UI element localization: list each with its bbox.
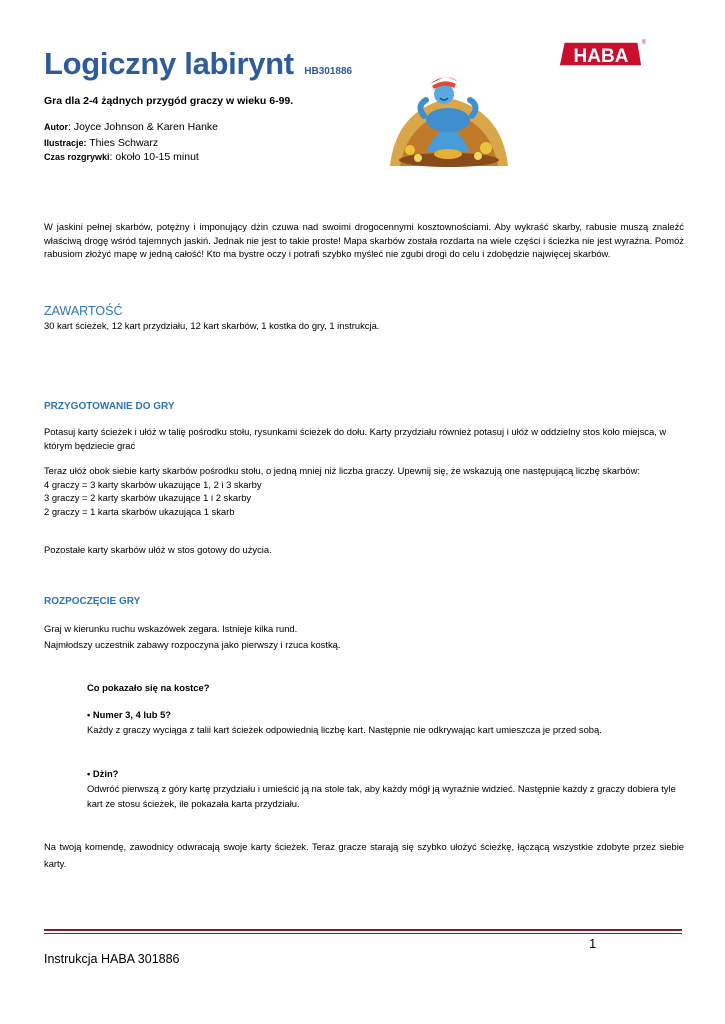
dice-question: Co pokazało się na kostce? xyxy=(87,682,210,693)
case-genie-text: Odwróć pierwszą z góry kartę przydziału i umieścić ją na stole tak, aby każdy mógł ją wyraźnie widzieć. Następnie każdy z graczy dobiera tyle kart ze stosu ścieżek, ile pokazała karta przydziału. xyxy=(87,783,676,809)
illustrations-value: Thies Schwarz xyxy=(86,137,159,149)
subtitle: Gra dla 2-4 żądnych przygód graczy w wieku 6-99. xyxy=(44,95,294,107)
start-paragraph xyxy=(44,621,684,653)
illustrations-line xyxy=(44,137,158,149)
start-line-1: Graj w kierunku ruchu wskazówek zegara. Istnieje kilka rund. xyxy=(44,623,298,634)
setup-line: Teraz ułóż obok siebie karty skarbów pośrodku stołu, o jedną mniej niż liczba graczy. Upewnij się, że wskazują one następującą liczbę skarbów: xyxy=(44,465,640,476)
author-line xyxy=(44,121,218,133)
footer-text: Instrukcja HABA 301886 xyxy=(44,952,180,966)
case-numbers xyxy=(87,707,687,737)
setup-heading: PRZYGOTOWANIE DO GRY xyxy=(44,401,175,412)
setup-line: 4 graczy = 3 karty skarbów ukazujące 1, 2 i 3 skarby xyxy=(44,478,262,490)
author-value: : Joyce Johnson & Karen Hanke xyxy=(68,121,219,133)
genie-illustration xyxy=(386,70,512,170)
page-number: 1 xyxy=(589,936,597,951)
page-title: Logiczny labirynt xyxy=(44,46,294,81)
case-genie-title: • Dżin? xyxy=(87,768,119,779)
logo-text: HABA xyxy=(573,46,629,67)
setup-line: 3 graczy = 2 karty skarbów ukazujące 1 i 2 skarby xyxy=(44,492,252,504)
setup-paragraph-1: Potasuj karty ścieżek i ułóż w talię pośrodku stołu, rysunkami ścieżek do dołu. Karty przydziału również potasuj i ułóż w oddzielny stos koło miejsca, w którym będziecie grać xyxy=(44,426,667,451)
time-line xyxy=(44,151,199,163)
logo-registered-mark: ® xyxy=(642,40,646,46)
setup-line: 2 graczy = 1 karta skarbów ukazująca 1 skarb xyxy=(44,505,235,517)
intro-paragraph: W jaskini pełnej skarbów, potężny i imponujący dżin czuwa nad swoimi drogocennymi kosztownościami. Aby wykraść skarby, rabusie muszą znaleźć właściwą drogę wśród tajemnych jaskiń. Jednak nie jest to takie proste! Mapa skarbów została rozdarta na wiele części i ścieżka nie jest wyraźna. Pomóż rabusiom złożyć mapę w jedną całość! Kto ma bystre oczy i potrafi szybko myśleć nie zgubi drogi do celu i zdobędzie najwięcej skarbów. xyxy=(44,221,684,260)
haba-logo xyxy=(556,36,646,74)
title-block xyxy=(44,46,352,82)
time-label: Czas rozgrywki xyxy=(44,152,110,162)
illustrations-label: Ilustracje: xyxy=(44,138,87,148)
case-numbers-title: • Numer 3, 4 lub 5? xyxy=(87,709,172,720)
case-numbers-text: Każdy z graczy wyciąga z talii kart ścieżek odpowiednią liczbę kart. Następnie nie odkrywając kart umieszcza je przed sobą. xyxy=(87,724,602,735)
setup-paragraph-2 xyxy=(44,464,684,518)
start-heading: ROZPOCZĘCIE GRY xyxy=(44,596,141,607)
contents-heading: ZAWARTOŚĆ xyxy=(44,304,123,318)
start-line-2: Najmłodszy uczestnik zabawy rozpoczyna jako pierwszy i rzuca kostką. xyxy=(44,639,341,650)
final-paragraph: Na twoją komendę, zawodnicy odwracają swoje karty ścieżek. Teraz gracze starają się szybko ułożyć ścieżkę, łączącą wszystkie zdobyte przez siebie karty. xyxy=(44,841,684,869)
footer-rule-thin xyxy=(44,933,682,934)
author-label: Autor xyxy=(44,122,68,132)
footer-rule xyxy=(44,929,682,931)
setup-paragraph-3: Pozostałe karty skarbów ułóż w stos gotowy do użycia. xyxy=(44,544,272,555)
product-code: HB301886 xyxy=(304,66,353,77)
time-value: : około 10-15 minut xyxy=(109,151,199,163)
case-genie xyxy=(87,766,687,811)
contents-text: 30 kart ścieżek, 12 kart przydziału, 12 kart skarbów, 1 kostka do gry, 1 instrukcja. xyxy=(44,320,380,331)
